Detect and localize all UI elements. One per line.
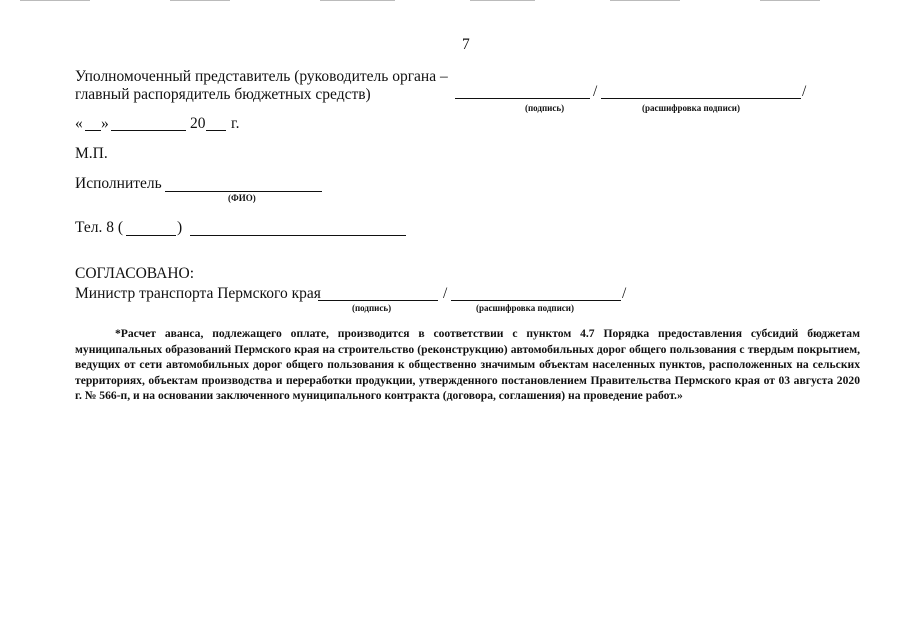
- date-close-quote: »: [101, 115, 109, 132]
- minister-title: Министр транспорта Пермского края: [75, 285, 321, 302]
- date-month-field[interactable]: [111, 114, 186, 131]
- authorized-decoding-field[interactable]: [601, 82, 801, 99]
- minister-decoding-field[interactable]: [451, 284, 621, 301]
- minister-signature-caption: (подпись): [352, 303, 392, 313]
- minister-signature-field[interactable]: [318, 284, 438, 301]
- authorized-representative-line1: Уполномоченный представитель (руководитель органа –: [75, 68, 448, 85]
- date-year-prefix: 20: [190, 115, 206, 132]
- authorized-slash-1: /: [593, 83, 598, 100]
- authorized-decoding-caption: (расшифровка подписи): [642, 103, 740, 113]
- scan-mark: [610, 0, 680, 1]
- approval-heading: СОГЛАСОВАНО:: [75, 265, 195, 282]
- authorized-representative-line2: главный распорядитель бюджетных средств): [75, 86, 371, 103]
- authorized-signature-caption: (подпись): [525, 103, 565, 113]
- phone-code-field[interactable]: [126, 219, 176, 236]
- approval-slash-1: /: [443, 285, 448, 302]
- minister-decoding-caption: (расшифровка подписи): [476, 303, 574, 313]
- stamp-place-label: М.П.: [75, 145, 108, 162]
- executor-name-field[interactable]: [165, 175, 322, 192]
- authorized-signature-field[interactable]: [455, 82, 590, 99]
- executor-label: Исполнитель: [75, 175, 162, 192]
- date-day-field[interactable]: [85, 114, 101, 131]
- phone-number-field[interactable]: [190, 219, 406, 236]
- scan-mark: [170, 0, 230, 1]
- scan-mark: [20, 0, 90, 1]
- footnote-text: *Расчет аванса, подлежащего оплате, производится в соответствии с пунктом 4.7 Порядка предоставления субсидий бюджетам муниципальных образований Пермского края на строительство (реконструкцию) автомобильных дорог общего пользования с твердым покрытием, ведущих от сети автомобильных дорог общего пользования к общественно значимым объектам населенных пунктов, расположенных на сельских территориях, объектам производства и переработки продукции, утвержденного постановлением Правительства Пермского края от 03 августа 2020 г. № 566-п, и на основании заключенного муниципального контракта (договора, соглашения) на проведение работ.»: [75, 327, 860, 403]
- executor-name-caption: (ФИО): [228, 193, 256, 203]
- footnote-paragraph: [75, 326, 860, 404]
- phone-close-paren: ): [177, 219, 183, 236]
- scan-mark: [470, 0, 535, 1]
- authorized-slash-2: /: [802, 83, 807, 100]
- approval-slash-2: /: [622, 285, 627, 302]
- scan-mark: [760, 0, 820, 1]
- date-open-quote: «: [75, 115, 83, 132]
- page-number: 7: [462, 36, 470, 53]
- date-year-field[interactable]: [206, 114, 226, 131]
- date-year-suffix: г.: [231, 115, 240, 132]
- phone-label: Тел. 8 (: [75, 219, 124, 236]
- scan-mark: [320, 0, 395, 1]
